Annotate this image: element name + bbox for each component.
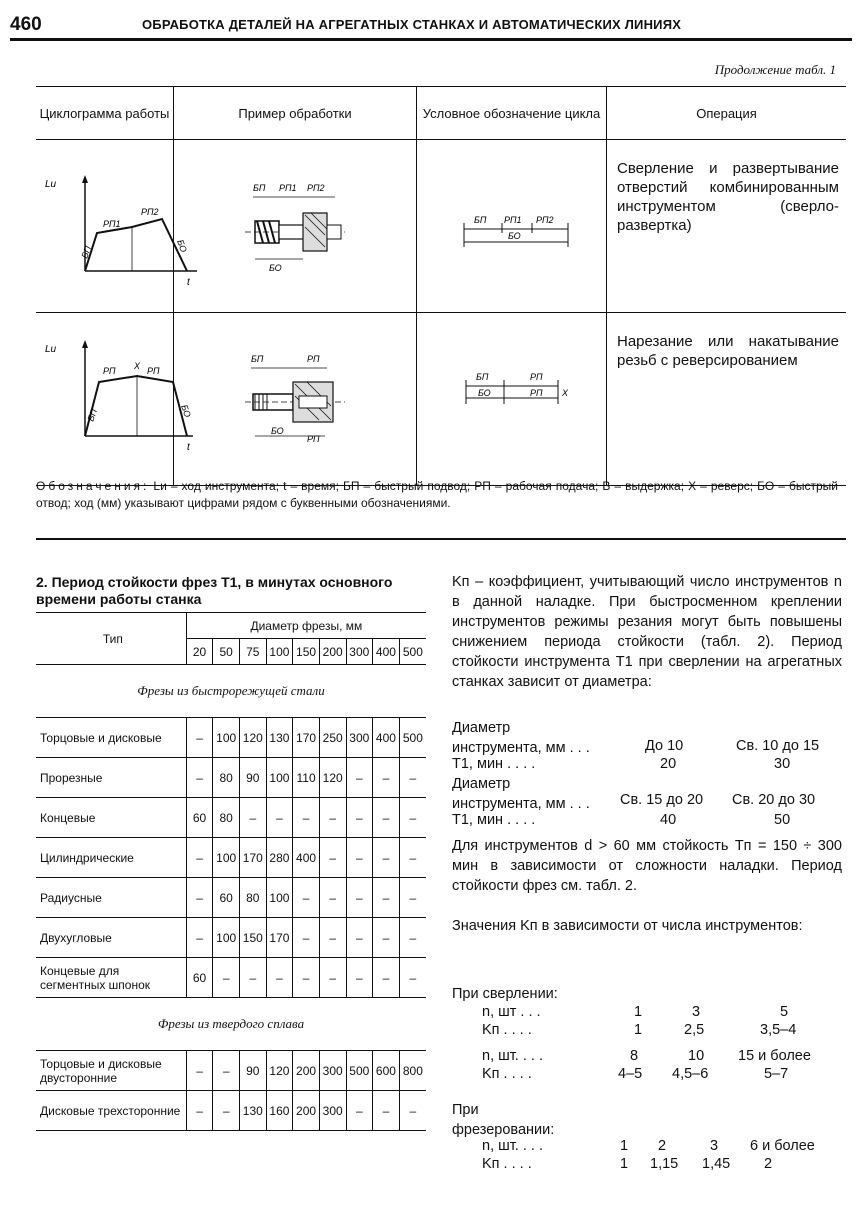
tool-life-value: 280: [266, 838, 293, 878]
tool-life-value: –: [373, 918, 400, 958]
table-row: [36, 313, 846, 486]
svg-text:РП: РП: [147, 366, 160, 376]
tool-life-value: 400: [373, 718, 400, 758]
tool-life-value: 90: [240, 1051, 267, 1091]
tool-life-value: –: [213, 958, 240, 998]
tool-life-value: –: [319, 958, 346, 998]
col-header-diameter: Диаметр фрезы, мм: [186, 613, 426, 639]
svg-text:РП2: РП2: [307, 183, 325, 193]
operation-text: Сверление и развертывание отверстий комбинированным инструментом (сверло-развертка): [617, 160, 839, 234]
tool-life-value: 130: [266, 718, 293, 758]
grid-cell: 1,15: [650, 1156, 679, 1172]
tool-life-value: –: [319, 838, 346, 878]
axis-label-lu: Lи: [45, 179, 57, 190]
grid-cell: 3: [710, 1138, 719, 1154]
cycle-symbol-drill: [417, 140, 607, 313]
operation-text: Нарезание или накатывание резьб с реверсированием: [617, 333, 839, 369]
tool-life-value: 60: [186, 798, 213, 838]
tool-life-value: 500: [399, 718, 426, 758]
diameter-header: 400: [373, 639, 400, 665]
svg-text:РП: РП: [530, 388, 543, 398]
diameter-header: 50: [213, 639, 240, 665]
tool-life-value: 90: [240, 758, 267, 798]
milling-label: При фрезеровании:: [452, 1102, 555, 1138]
grid-cell: 5–7: [764, 1066, 789, 1082]
svg-text:БО: БО: [478, 388, 491, 398]
mill-type: Радиусные: [36, 878, 186, 918]
grid-cell: 30: [774, 756, 791, 772]
tool-life-value: –: [213, 1091, 240, 1131]
table-row: [36, 1051, 426, 1091]
grid-cell: 1: [620, 1138, 629, 1154]
tool-life-value: 120: [266, 1051, 293, 1091]
mill-type: Концевые для сегментных шпонок: [36, 958, 186, 998]
grid-cell: До 10: [645, 738, 684, 754]
diameter-header: 200: [319, 639, 346, 665]
grid-cell: 6 и более: [750, 1138, 815, 1154]
paragraph-kn-values: Значения Kп в зависимости от числа инструментов:: [452, 918, 803, 934]
col-header-example: Пример обработки: [174, 87, 417, 140]
section-divider: [36, 538, 846, 540]
tool-life-value: 100: [266, 878, 293, 918]
tool-life-value: –: [293, 918, 320, 958]
tool-life-value: –: [399, 958, 426, 998]
legend-notes: [36, 478, 838, 512]
n-label: n, шт. . . .: [482, 1048, 543, 1064]
tool-life-value: –: [373, 758, 400, 798]
tool-life-value: –: [346, 878, 373, 918]
tool-life-value: –: [186, 1051, 213, 1091]
table-row: [36, 140, 846, 313]
n-label: n, шт. . . .: [482, 1138, 543, 1154]
tool-life-value: –: [186, 838, 213, 878]
tool-life-value: –: [240, 958, 267, 998]
tool-life-value: –: [186, 758, 213, 798]
tool-life-value: –: [186, 1091, 213, 1131]
cyclogram-thread: [36, 313, 193, 486]
svg-text:БП: БП: [476, 372, 489, 382]
svg-text:РП1: РП1: [279, 183, 297, 193]
tool-life-value: 300: [346, 718, 373, 758]
tool-life-value: –: [293, 798, 320, 838]
tool-life-value: –: [293, 878, 320, 918]
tool-life-value: –: [399, 918, 426, 958]
tool-life-value: 100: [213, 718, 240, 758]
svg-text:X: X: [562, 388, 569, 398]
svg-text:РП1: РП1: [504, 215, 522, 225]
tool-life-value: 60: [186, 958, 213, 998]
col-header-cyclogram: Циклограмма работы: [36, 87, 174, 140]
section-title: Фрезы из быстрорежущей стали: [36, 665, 426, 718]
t1-label: T1, мин . . . .: [452, 812, 536, 828]
tool-life-value: –: [213, 1051, 240, 1091]
grid-cell: 1: [620, 1156, 629, 1172]
tool-life-value: –: [319, 918, 346, 958]
tool-life-value: –: [346, 758, 373, 798]
tool-life-value: –: [319, 878, 346, 918]
svg-text:РП2: РП2: [536, 215, 554, 225]
k-label: Kп . . . .: [482, 1156, 532, 1172]
tool-life-value: –: [373, 1091, 400, 1131]
diameter-header: 300: [346, 639, 373, 665]
tool-life-value: –: [186, 878, 213, 918]
label-bo: БО: [175, 238, 189, 254]
drilling-grid: [452, 986, 852, 1086]
label-bp: БП: [79, 244, 94, 260]
axis-label-t: t: [187, 277, 190, 288]
tool-life-value: 170: [266, 918, 293, 958]
tool-life-value: 100: [213, 838, 240, 878]
grid-cell: 4,5–6: [672, 1066, 709, 1082]
label-rp1: РП1: [103, 219, 121, 229]
tool-life-value: –: [346, 918, 373, 958]
svg-text:t: t: [187, 442, 190, 453]
diameter-header: 75: [240, 639, 267, 665]
table-row: [36, 958, 426, 998]
k-label: Kп . . . .: [482, 1022, 532, 1038]
table-row: [36, 838, 426, 878]
tool-life-value: 800: [399, 1051, 426, 1091]
tool-life-value: –: [266, 958, 293, 998]
grid-cell: 40: [660, 812, 677, 828]
svg-text:БО: БО: [271, 426, 284, 436]
diameter-header: 500: [399, 639, 426, 665]
tool-life-value: 500: [346, 1051, 373, 1091]
table-row: [36, 1091, 426, 1131]
tool-life-value: 170: [240, 838, 267, 878]
grid-cell: 8: [630, 1048, 639, 1064]
table-row: [36, 758, 426, 798]
svg-text:БО: БО: [179, 403, 193, 419]
grid-cell: 3,5–4: [760, 1022, 797, 1038]
tool-life-value: 80: [240, 878, 267, 918]
table-row: [36, 918, 426, 958]
tool-life-value: 80: [213, 798, 240, 838]
tool-life-value: 600: [373, 1051, 400, 1091]
mill-type: Прорезные: [36, 758, 186, 798]
tool-life-value: –: [346, 958, 373, 998]
grid-cell: Св. 15 до 20: [620, 792, 704, 808]
diameter-header: 20: [186, 639, 213, 665]
tool-life-value: –: [293, 958, 320, 998]
tool-life-value: –: [319, 798, 346, 838]
tool-life-value: –: [399, 838, 426, 878]
svg-text:БО: БО: [269, 263, 282, 273]
tool-life-value: 120: [319, 758, 346, 798]
svg-text:БО: БО: [508, 231, 521, 241]
diameter-header: 150: [293, 639, 320, 665]
grid-cell: 4–5: [618, 1066, 643, 1082]
label-rp2: РП2: [141, 207, 159, 217]
example-drill: [174, 140, 417, 313]
col-header-operation: Операция: [607, 87, 847, 140]
mill-type: Дисковые трехсторонние: [36, 1091, 186, 1131]
tool-life-value: –: [399, 758, 426, 798]
section-title: Фрезы из твердого сплава: [36, 998, 426, 1051]
page-number: 460: [10, 14, 42, 35]
tool-life-value: –: [240, 798, 267, 838]
header-rule: [10, 38, 852, 41]
col-header-type: Тип: [36, 613, 186, 665]
table2-title: 2. Период стойкости фрез T1, в минутах основного времени работы станка: [36, 574, 393, 607]
running-title: ОБРАБОТКА ДЕТАЛЕЙ НА АГРЕГАТНЫХ СТАНКАХ И АВТОМАТИЧЕСКИХ ЛИНИЯХ: [142, 17, 682, 32]
grid-cell: Св. 10 до 15: [736, 738, 820, 754]
mill-type: Цилиндрические: [36, 838, 186, 878]
cycle-table: [36, 86, 846, 486]
tool-life-value: –: [266, 798, 293, 838]
svg-text:РП: РП: [103, 366, 116, 376]
n-label: n, шт . . .: [482, 1004, 541, 1020]
svg-text:БП: БП: [253, 183, 266, 193]
tool-life-value: –: [399, 1091, 426, 1131]
tool-life-value: 60: [213, 878, 240, 918]
tool-life-value: 300: [319, 1091, 346, 1131]
milling-grid: [452, 1100, 852, 1180]
tool-life-value: 200: [293, 1051, 320, 1091]
cyclogram-drill: [36, 140, 190, 313]
example-thread: [174, 313, 417, 486]
tool-life-value: –: [373, 798, 400, 838]
tool-life-value: –: [373, 838, 400, 878]
svg-text:БП: БП: [474, 215, 487, 225]
tool-life-value: 100: [213, 918, 240, 958]
notes-text: Lи – ход инструмента; t – время; БП – быстрый подвод; РП – рабочая подача; В – выдержка; Х – реверс; БО – быстрый отвод; ход (мм) указывают цифрами рядом с буквенными обозначениями.: [36, 479, 838, 510]
grid-cell: 20: [660, 756, 677, 772]
table-row: [36, 878, 426, 918]
t1-label: T1, мин . . . .: [452, 756, 536, 772]
svg-text:РП: РП: [307, 354, 320, 364]
tool-life-value: 200: [293, 1091, 320, 1131]
mill-type: Торцовые и дисковые двусторонние: [36, 1051, 186, 1091]
grid-cell: Св. 20 до 30: [732, 792, 816, 808]
grid-cell: 1: [634, 1022, 643, 1038]
cycle-symbol-thread: [417, 313, 607, 486]
grid-cell: 1,45: [702, 1156, 731, 1172]
grid-cell: 2: [764, 1156, 773, 1172]
tool-life-value: 160: [266, 1091, 293, 1131]
grid-cell: 3: [692, 1004, 701, 1020]
grid-cell: 50: [774, 812, 791, 828]
paragraph-large-tools: Для инструментов d > 60 мм стойкость Tп = 150 ÷ 300 мин в зависимости от сложности наладки. Период стойкости фрез см. табл. 2.: [452, 838, 842, 894]
table-row: [36, 718, 426, 758]
grid-cell: 5: [780, 1004, 789, 1020]
diam-label: Диаметр инструмента, мм . . .: [452, 776, 590, 812]
tool-life-value: 120: [240, 718, 267, 758]
table-continuation-note: Продолжение табл. 1: [714, 62, 836, 77]
tool-life-value: 250: [319, 718, 346, 758]
svg-text:БП: БП: [251, 354, 264, 364]
paragraph-coefficient: Kп – коэффициент, учитывающий число инструментов n в данной наладке. При быстросменном креплении инструментов режимы резания могут быть повышены снижением периода стойкости (табл. 2). Период стойкости инструмента T1 при сверлении на агрегатных станках зависит от диаметра:: [452, 574, 842, 690]
col-header-cycle-symbol: Условное обозначение цикла: [417, 87, 607, 140]
tool-life-value: –: [373, 878, 400, 918]
tool-life-value: 170: [293, 718, 320, 758]
tool-life-value: 300: [319, 1051, 346, 1091]
grid-cell: 10: [688, 1048, 705, 1064]
svg-text:Lи: Lи: [45, 344, 57, 355]
tool-life-value: –: [186, 718, 213, 758]
svg-text:БП: БП: [85, 407, 100, 423]
diameter-header: 100: [266, 639, 293, 665]
tool-life-value: 400: [293, 838, 320, 878]
table-row: [36, 798, 426, 838]
tool-life-value: 130: [240, 1091, 267, 1131]
tool-life-value: 110: [293, 758, 320, 798]
tool-life-value: –: [346, 798, 373, 838]
tool-life-value: –: [399, 878, 426, 918]
grid-cell: 2,5: [684, 1022, 705, 1038]
svg-text:X: X: [134, 361, 141, 371]
notes-lead: Обозначения:: [36, 479, 150, 493]
diameter-grid: [452, 718, 852, 828]
tool-life-value: –: [373, 958, 400, 998]
mill-type: Концевые: [36, 798, 186, 838]
tool-life-value: –: [186, 918, 213, 958]
tool-life-value: –: [346, 1091, 373, 1131]
grid-cell: 1: [634, 1004, 643, 1020]
tool-life-value: –: [346, 838, 373, 878]
tool-life-value: –: [399, 798, 426, 838]
tool-life-value: 150: [240, 918, 267, 958]
drilling-label: При сверлении:: [452, 986, 558, 1002]
grid-cell: 2: [658, 1138, 667, 1154]
svg-text:РП: РП: [530, 372, 543, 382]
tool-life-table: [36, 612, 426, 1131]
diam-label: Диаметр инструмента, мм . . .: [452, 720, 590, 756]
k-label: Kп . . . .: [482, 1066, 532, 1082]
grid-cell: 15 и более: [738, 1048, 811, 1064]
tool-life-value: 100: [266, 758, 293, 798]
mill-type: Торцовые и дисковые: [36, 718, 186, 758]
svg-text:РП: РП: [307, 434, 320, 444]
mill-type: Двухугловые: [36, 918, 186, 958]
tool-life-value: 80: [213, 758, 240, 798]
